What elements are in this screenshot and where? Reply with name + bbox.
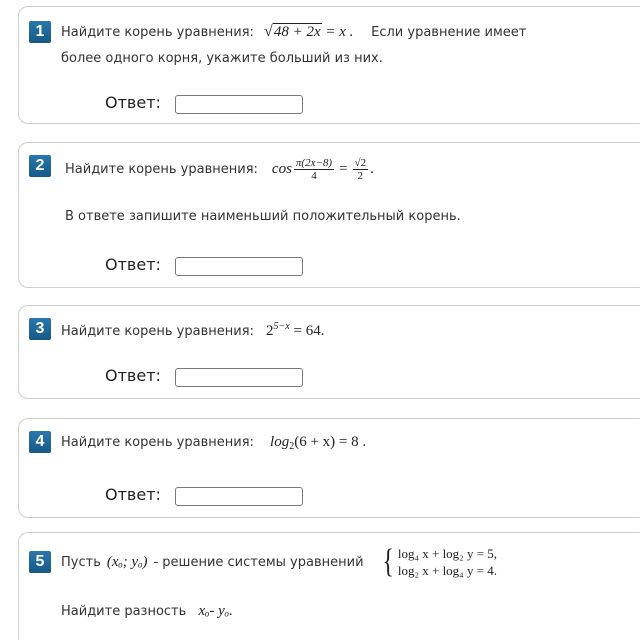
task-5-pair: (xₒ; yₒ) [106, 553, 148, 570]
answer-input-4[interactable] [175, 487, 303, 506]
task-2-text-line2: В ответе запишите наименьший положительный корень. [65, 209, 461, 224]
task-number-3: 3 [29, 318, 51, 340]
task-card-1 [18, 6, 640, 124]
task-number-5: 5 [29, 551, 51, 573]
answer-input-2[interactable] [175, 257, 303, 276]
task-5-system [380, 545, 498, 579]
answer-label-1: Ответ: [105, 93, 161, 112]
answer-input-3[interactable] [175, 368, 303, 387]
task-1-equation: √48 + 2x = x . [264, 23, 354, 40]
task-3-equation: $2^{5-x} = 64$. [266, 321, 325, 339]
task-5-mid: - решение системы уравнений [153, 554, 364, 570]
task-card-2 [18, 142, 640, 288]
task-2-text-line1: Найдите корень уравнения: cos $\frac{\pi(2x-8)}{4}$ = $\frac{√2}{2}$ . [65, 157, 374, 182]
task-4-equation: $\log_2(6 + x) = 8$ . [270, 434, 367, 452]
task-4-text-line1 [61, 434, 366, 452]
task-card-5 [18, 532, 640, 640]
task-5-text-line2: Найдите разность xₒ- yₒ. [61, 603, 233, 619]
task-2-fraction: $\frac{\pi(2x-8)}{4}$ [295, 157, 333, 182]
task-1-text-line1 [61, 23, 526, 41]
answer-label-4: Ответ: [105, 485, 161, 504]
task-number-2: 2 [29, 155, 51, 177]
task-5-text-line1 [61, 545, 497, 579]
task-3-prompt: Найдите корень уравнения: [61, 324, 254, 339]
task-number-1: 1 [29, 21, 51, 43]
task-1-prompt: Найдите корень уравнения: [61, 25, 254, 40]
task-2-prompt: Найдите корень уравнения: [65, 162, 258, 177]
answer-label-2: Ответ: [105, 255, 161, 274]
task-1-tail: Если уравнение имеет [371, 25, 527, 40]
task-2-equals: = [339, 161, 348, 177]
task-4-prompt: Найдите корень уравнения: [61, 435, 254, 450]
sqrt-symbol: √48 + 2x [264, 23, 321, 40]
task-3-text-line1 [61, 321, 324, 340]
answer-label-3: Ответ: [105, 366, 161, 385]
task-5-pre: Пусть [61, 554, 101, 570]
task-card-3 [18, 305, 640, 399]
task-card-4 [18, 418, 640, 518]
task-2-cos: cos [271, 161, 292, 177]
answer-input-1[interactable] [175, 95, 303, 114]
brace-symbol: { [381, 543, 394, 580]
system-line-2: log₂ x + log₄ y = 4. [397, 563, 498, 578]
task-2-rhs-fraction: $\frac{√2}{2}$ [354, 157, 367, 182]
task-1-text-line2: более одного корня, укажите больший из них. [61, 51, 383, 66]
task-5-diff: xₒ- yₒ. [198, 603, 233, 619]
system-line-1: log₄ x + log₂ y = 5, [397, 546, 498, 561]
task-number-4: 4 [29, 431, 51, 453]
